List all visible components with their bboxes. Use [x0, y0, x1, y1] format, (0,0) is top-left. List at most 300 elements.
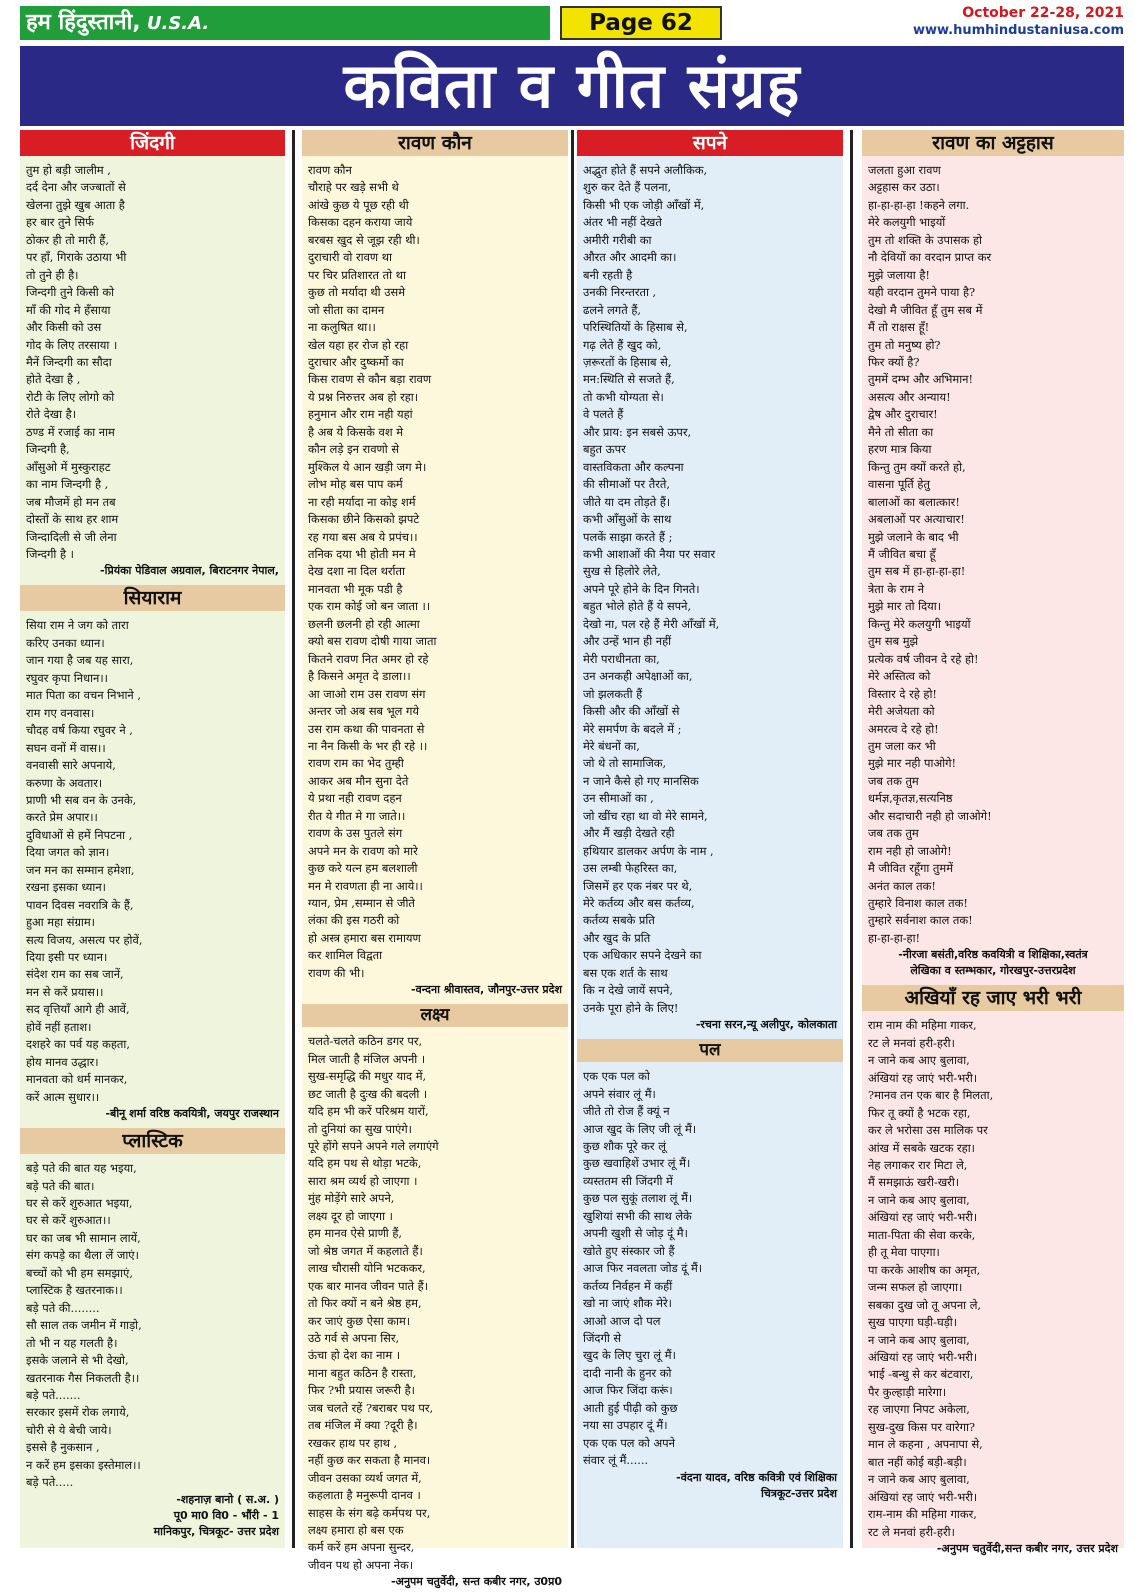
poem-line: धर्मज्ञ,कृतज्ञ,सत्यनिष्ठ — [868, 791, 953, 806]
poem-line: उन अनकही अपेक्षाओं का, — [583, 669, 693, 684]
poem-line: खतरनाक गैस निकलती है।। — [26, 1370, 140, 1385]
poem-line: मानवता भी मूक पडी है — [308, 581, 403, 596]
poem-line: रखना इसका ध्यान। — [26, 880, 106, 895]
poem-line: तुम तो शक्ति के उपासक हो — [868, 232, 983, 247]
poem-line: फिर क्यों है? — [868, 354, 920, 369]
poem-line: जीते या दम तोड़ते हैं। — [583, 494, 671, 509]
poem-line: लक्ष्य दूर हो जाएगा । — [308, 1208, 393, 1223]
poem-line: न जाने कब आए बुलावा, — [868, 1053, 970, 1068]
poem-line: रावण के उस पुतले संग — [308, 826, 403, 841]
poem-line: मैने तो सीता का — [868, 424, 934, 439]
poem-line: हनुमान और राम नही यहां — [308, 407, 413, 422]
poem-line: घर का जब भी सामान लायें, — [26, 1230, 141, 1245]
poem-line: है किसने अमृत दे डाला।। — [308, 669, 411, 684]
poem-line: किन्तु मेरे कलयुगी भाइयों — [868, 616, 971, 631]
poem-line: तुममें दम्भ और अभिमान! — [868, 372, 974, 387]
poem-line: सुख-समृद्धि की मधुर याद में, — [308, 1069, 427, 1084]
poem-line: मन से करें प्रयास।। — [26, 984, 104, 999]
poem-title: सपने — [577, 130, 843, 156]
poem-line: लाख चौरासी योनि भटककर, — [308, 1261, 426, 1276]
poem-line: सौ साल तक जमीन में गाड़ो, — [26, 1318, 142, 1333]
poem-line: दुराचार और दुष्कर्मो का — [308, 354, 404, 369]
poem-line: प्लास्टिक है खतरनाक।। — [26, 1283, 123, 1298]
poem-line: सबका दुख जो तू अपना ले, — [868, 1297, 982, 1312]
poem-line: एक बार मानव जीवन पाते हैं। — [308, 1278, 429, 1293]
poem-line: मेरी अजेयता को — [868, 704, 935, 719]
poem-line: गढ़ लेते हैं खुद को, — [583, 337, 662, 352]
poem-line: औरत और आदमी का। — [583, 250, 677, 265]
poem-line: बड़े पते....... — [26, 1388, 81, 1402]
poem-line: सद वृत्तियाँ आगे ही आवें, — [26, 1002, 130, 1017]
poem-line: चौराहे पर खड़े सभी थे — [308, 180, 399, 195]
poem-line: जो सीता का दामन — [308, 302, 385, 317]
poem-line: एक एक पल को — [583, 1069, 650, 1084]
poem-line: न जाने कब आए बुलावा, — [868, 1192, 970, 1207]
poem-line: इसके जलाने से भी देखो, — [26, 1353, 129, 1368]
poem-line: मुश्किल ये आन खड़ी जग मे। — [308, 459, 427, 474]
poem-line: आज खुद के लिए जी लूं मैं। — [583, 1121, 697, 1136]
column-divider — [571, 130, 574, 1548]
newspaper-name — [20, 6, 550, 40]
poem-line: कर जाएं कुछ ऐसा काम। — [308, 1313, 411, 1328]
poem-line: किसका दहन कराया जाये — [308, 215, 413, 230]
poem-line: मेरे बंधनों का, — [583, 738, 640, 753]
poem-line: जो थे तो सामाजिक, — [583, 756, 667, 771]
poem-line: ना रही मर्यादा ना कोइ शर्म — [308, 494, 416, 509]
poem-line: आ जाओ राम उस रावण संग — [308, 686, 426, 701]
website-link[interactable]: www.humhindustaniusa.com — [912, 23, 1124, 38]
poem-line: राम नही हो जाओगे! — [868, 843, 952, 858]
poem-line: चौदह वर्ष किया रघुवर ने , — [26, 723, 133, 738]
poem-line: माना बहुत कठिन है रास्ता, — [308, 1365, 417, 1380]
poem-line: रट ले मनवां हरी-हरी। — [868, 1035, 955, 1050]
column-divider — [850, 130, 853, 1548]
poem-line: अनंत काल तक! — [868, 878, 936, 893]
poem-line: पैर कुल्हाड़ी मारेगा। — [868, 1384, 947, 1399]
poem-line: कितने रावण नित अमर हो रहे — [308, 651, 429, 666]
poem-line: बड़े पते की बात। — [26, 1178, 95, 1193]
poem-line: ठण्ड में रजाई का नाम — [26, 424, 115, 439]
poem-line: वनवासी सारे अपनाये, — [26, 758, 116, 773]
poem-line: बालाओं का बलात्कार! — [868, 494, 960, 509]
poem-line: न जाने कैसे हो गए मानसिक — [583, 773, 699, 788]
poem-line: हा-हा-हा-हा! — [868, 930, 921, 945]
poem-title: पल — [577, 1039, 843, 1062]
poem-line: मेरे अस्तित्व को — [868, 669, 931, 684]
poem-line: -नीरजा बसंती,वरिष्ठ कवयित्री व शिक्षिका,स्वतंत्र — [898, 948, 1088, 962]
poem-line: रावण की भी। — [308, 965, 365, 980]
poem-line: आती हुई पीढ़ी को कुछ — [583, 1400, 678, 1415]
poem-line: चोरी से ये बेची जाये। — [26, 1422, 112, 1437]
poem-line: और सदाचारी नही हो जाओगे! — [868, 808, 992, 823]
poem-line: नहीं कुछ कर सकता है मानव। — [308, 1453, 431, 1468]
poem-credit: -अनुपम चतुर्वेदी,सन्त कबीर नगर, उत्तर प्रदेश — [936, 1541, 1118, 1555]
poem-line: गोद के लिए तरसाया । — [26, 337, 118, 352]
poem-credit — [868, 947, 1118, 979]
poem-line: परिस्थितियों के हिसाब से, — [583, 320, 688, 335]
poem-line: होते देखा है , — [26, 372, 81, 387]
poem-line: जब मौजमें हो मन तब — [26, 494, 116, 509]
column-2 — [302, 130, 568, 1589]
poem-line: बच्चों को भी हम समझाएं, — [26, 1265, 133, 1280]
poem-line: मानिकपुर, चित्रकूट- उत्तर प्रदेश — [153, 1524, 279, 1538]
poem-line: बरबस खुद से जूझ रही थी। — [308, 232, 420, 247]
poem-line: पूरे होंगे सपने अपने गले लगाएंगे — [308, 1139, 439, 1154]
poem-line: ये प्रथा नही रावण दहन — [308, 791, 402, 806]
poem-line: पा करके आशीष का अमृत, — [868, 1262, 981, 1277]
poem-line: अपने पूरे होने के दिन गिनते। — [583, 581, 700, 596]
poem-credit: -रचना सरन,न्यू अलीपुर, कोलकाता — [695, 1018, 837, 1032]
poem-line: बड़े पते की........ — [26, 1300, 100, 1315]
poem-line: जिंदगी से — [583, 1331, 622, 1345]
poem-line: हो अस्त्र हमारा बस रामायण — [308, 930, 421, 945]
poem-line: उनके पूरा होने के लिए! — [583, 1000, 679, 1015]
poem-line: साहस के संग बढ़े कर्मपथ पर, — [308, 1505, 431, 1520]
poem-line: ना कलुषित था।। — [308, 320, 376, 335]
poem-line: जिसमें हर एक नंबर पर थे, — [583, 878, 693, 893]
poem-title: रावण का अट्टहास — [862, 130, 1124, 156]
poem-line: मेरे कलयुगी भाइयों — [868, 215, 946, 230]
poem-line: रावण राम का भेद तुम्ही — [308, 756, 404, 771]
poem-lines — [308, 162, 562, 982]
poem-line: कुछ पल सुकूं तलाश लूं मैं। — [583, 1191, 693, 1206]
poem-line: हुआ महा संग्राम। — [26, 915, 95, 930]
poem-title: रावण कौन — [302, 130, 568, 156]
poem-line: मुझे मार नही पाओगे! — [868, 756, 957, 771]
poem-line: सारा श्रम व्यर्थ हो जाएगा । — [308, 1173, 418, 1188]
poem-line: जन्म सफल हो जाएगा। — [868, 1280, 963, 1295]
poem-line: उस लम्बी फेहरिस्त का, — [583, 861, 678, 876]
poem-line: बहुत भोले होते हैं ये सपने, — [583, 599, 692, 614]
poem-line: अन्तर जो अब सब भूल गये — [308, 704, 420, 719]
poem-line: मेरी पराधीनता का, — [583, 651, 660, 666]
poem-line: रह गया बस अब ये प्रपंच।। — [308, 529, 418, 544]
poem-line: राम नाम की महिमा गाकर, — [868, 1018, 977, 1033]
poem-line: अंखियां रह जाएं भरी-भरी। — [868, 1210, 978, 1225]
poem-line: अबलाओं पर अत्याचार! — [868, 512, 965, 527]
poem-line: रोटी के लिए लोगो को — [26, 389, 115, 404]
poem-line: वे पलते हैं — [583, 407, 624, 422]
poem-line: अमरत्व दे रहे हो! — [868, 721, 939, 736]
poem-lakshya — [302, 1004, 568, 1596]
poem-line: जब तक तुम — [868, 826, 919, 841]
poem-title: लक्ष्य — [302, 1004, 568, 1027]
poem-line: किस रावण से कौन बड़ा रावण — [308, 372, 432, 387]
poem-line: मुंह मोड़ेंगे सारे अपने, — [308, 1191, 395, 1206]
poem-line: तो फिर क्यों न बने श्रेष्ठ हम, — [308, 1296, 422, 1311]
poem-line: राम-नाम की महिमा गाकर, — [868, 1507, 977, 1522]
poem-line: जो झलकती हैं — [583, 686, 643, 701]
poem-line: बड़े पते की बात यह भइया, — [26, 1161, 137, 1176]
poem-line: सुख पाएगा घड़ी-घड़ी। — [868, 1315, 958, 1330]
poem-line: खुशियां सभी की साथ लेके — [583, 1208, 692, 1223]
poem-line: न करें हम इसका इस्तेमाल।। — [26, 1457, 141, 1472]
poem-line: अपने मन के रावण को मारे — [308, 843, 418, 858]
poem-line: त्रेता के राम ने — [868, 581, 925, 596]
poem-line: लक्ष्य हमारा हो बस एक — [308, 1522, 404, 1537]
poem-line: मान ले कहना , अपनापा से, — [868, 1437, 983, 1452]
poem-line: आज फिर जिंदा करूं। — [583, 1383, 673, 1398]
poem-line: सुख से हिलोरे लेते, — [583, 564, 661, 579]
poem-line: जीते तो रोज हैं क्यूं न — [583, 1104, 670, 1119]
poem-line: रखकर हाथ पर हाथ , — [308, 1435, 398, 1450]
poem-line: मेरे कर्तव्य और बस कर्तव्य, — [583, 896, 695, 911]
poem-line: देखो ना, पल रहे हैं मेरी आँखों में, — [583, 616, 720, 631]
poem-line: देखो मै जीवित हूँ तुम सब में — [868, 302, 983, 317]
poem-line: रावण कौन — [308, 163, 352, 177]
masthead — [20, 4, 1124, 42]
poem-line: उन सीमाओं का , — [583, 791, 654, 806]
poem-line: फिर ?भी प्रयास जरूरी है। — [308, 1383, 415, 1398]
poem-line: अमीरी गरीबी का — [583, 232, 652, 247]
poem-line: अट्टहास कर उठा। — [868, 180, 940, 195]
poem-line: दोस्तों के साथ हर शाम — [26, 512, 119, 527]
poem-line: यदि हम भी करें परिश्रम यारों, — [308, 1104, 429, 1119]
poem-line: तुम सब मुझे — [868, 634, 919, 649]
poem-line: किसी भी एक जोड़ी आँखों में, — [583, 197, 705, 212]
poem-line: करते प्रेम अपार।। — [26, 810, 98, 825]
poem-line: अंखियां रह जाएं भरी-भरी। — [868, 1070, 978, 1085]
poem-line: जन मन का सम्मान हमेशा, — [26, 862, 135, 877]
poem-lines — [26, 1160, 279, 1492]
poem-line: चित्रकूट-उत्तर प्रदेश — [760, 1486, 837, 1500]
poem-line: तुम जला कर भी — [868, 738, 936, 753]
poem-line: जीवन पथ हो अपना नेक। — [308, 1557, 414, 1572]
poem-line: तो भी न यह गलती है। — [26, 1335, 118, 1350]
poem-line: तुम तो मनुष्य हो? — [868, 337, 941, 352]
poem-line: -वंदना यादव, वरिष्ठ कवित्री एवं शिक्षिका — [676, 1470, 837, 1484]
poem-line: शुरु कर देते हैं पलना, — [583, 180, 672, 195]
poem-line: जिन्दगी तुने किसी को — [26, 285, 115, 300]
poem-line: उनकी निरन्तरता , — [583, 285, 657, 300]
poem-line: दशहरे का पर्व यह कहता, — [26, 1037, 131, 1052]
poem-line: कर ले भरोसा उस मालिक पर — [868, 1123, 988, 1138]
poem-lines — [26, 162, 279, 563]
poem-line: रघुवर कृपा निधान।। — [26, 670, 108, 685]
poem-line: और खुद के प्रति — [583, 930, 651, 945]
poem-line: जो श्रेष्ठ जगत में कहलाते हैं। — [308, 1243, 423, 1258]
poem-line: पर हाँ, गिराके उठाया भी — [26, 250, 127, 265]
column-divider — [292, 130, 295, 1548]
poem-line: आंख में सबके खटक रहा। — [868, 1140, 975, 1155]
poem-line: संदेश राम का सब जानें, — [26, 967, 124, 982]
poem-line: तुम्हारे सर्वनाश काल तक! — [868, 913, 973, 928]
poem-line: घर से करें शुरुआत।। — [26, 1213, 111, 1228]
newspaper-usa: U.S.A. — [140, 13, 210, 34]
poem-line: सिया राम ने जग को तारा — [26, 618, 129, 633]
poem-line: हा-हा-हा-हा !कहने लगा. — [868, 197, 970, 212]
poem-line: तो तुने ही है। — [26, 267, 79, 282]
poem-line: मैं तो राक्षस हूँ! — [868, 320, 930, 335]
poem-line: ज़रूरतों के हिसाब से, — [583, 354, 672, 369]
poem-line: फिर तू क्यों है भटक रहा, — [868, 1105, 971, 1120]
poem-line: आज फिर नवलता जोड दूं मैं। — [583, 1261, 703, 1276]
issue-date: October 22-28, 2021 — [962, 5, 1124, 21]
poem-line: अपने संवार लूं मैं। — [583, 1086, 656, 1101]
poem-line: पर चिर प्रतिशारत तो था — [308, 267, 406, 282]
poem-line: एक एक पल को अपने — [583, 1435, 675, 1450]
poem-line: ठोकर ही तो मारी हैं, — [26, 232, 109, 247]
poem-title: जिंदगी — [20, 130, 285, 156]
poem-line: नया सा उपहार दूं मैं। — [583, 1418, 668, 1433]
poem-line: सरकार इसमें रोक लगाये, — [26, 1405, 130, 1420]
poem-title: सियाराम — [20, 585, 285, 611]
poem-lines — [583, 162, 837, 1017]
poem-line: जब तक तुम — [868, 773, 919, 788]
poem-line: मेरे समर्पण के बदले में ; — [583, 721, 682, 736]
poem-line: सघन वनों में वास।। — [26, 740, 106, 755]
poem-line: कुछ शौक पूरे कर लूं — [583, 1139, 666, 1154]
poem-line: हरण मात्र किया — [868, 442, 932, 457]
poem-line: होय मानव उद्धार। — [26, 1054, 99, 1069]
poem-line: किन्तु तुम क्यों करते हो, — [868, 459, 966, 474]
poem-pal — [577, 1039, 843, 1507]
poem-line: कभी आँसुओं के साथ — [583, 512, 672, 527]
poem-lines — [26, 617, 279, 1106]
poem-line: मन:स्थिति से सजते हैं, — [583, 372, 675, 387]
poem-line: जलता हुआ रावण — [868, 163, 941, 177]
poem-line: घर से करें शुरुआत भइया, — [26, 1196, 133, 1211]
poem-line: मिल जाती है मंजिल अपनी । — [308, 1051, 426, 1066]
poem-title: अखियाँ रह जाए भरी भरी — [862, 985, 1124, 1011]
poem-line: और उन्हें भान ही नहीं — [583, 634, 672, 649]
poem-line: किसका छीने किसको झपटे — [308, 512, 420, 527]
poem-line: दुविधाओं से हमें निपटना , — [26, 827, 133, 842]
poem-line: दुराचारी वो रावण था — [308, 250, 393, 265]
newspaper-title: हम हिंदुस्तानी, — [26, 10, 141, 35]
poem-line: पू0 मा0 वि0 - भौंरी - 1 — [173, 1508, 279, 1522]
poem-line: कर शामिल विद्वता — [308, 948, 383, 963]
poem-line: विस्तार दे रहे हो! — [868, 686, 938, 701]
poem-line: रह जाएगा निपट अकेला, — [868, 1402, 970, 1417]
page-number: Page 62 — [560, 6, 722, 40]
poem-line: जब चलते रहें ?बराबर पथ पर, — [308, 1400, 434, 1415]
poem-line: राम गए वनवास। — [26, 705, 95, 720]
poem-ravan-kaun — [302, 130, 568, 1004]
poem-line: तुम्हारे विनाश काल तक! — [868, 896, 968, 911]
poem-line: बस एक शर्त के साथ — [583, 965, 668, 980]
poem-title: प्लास्टिक — [20, 1128, 285, 1154]
poem-line: दादी नानी के हुनर को — [583, 1365, 672, 1380]
poem-lines — [583, 1068, 837, 1469]
poem-line: का नाम जिन्दगी है , — [26, 477, 109, 492]
poem-line: हम मानव ऐसे प्राणी हैं, — [308, 1226, 403, 1241]
poem-credit — [26, 1492, 279, 1540]
poem-line: अंतर भी नहीं देखते — [583, 215, 662, 230]
poem-line: है अब ये किसके वश मे — [308, 424, 404, 439]
poem-line: कहलाता है मनुरूपी दानव । — [308, 1488, 421, 1503]
poem-line: खुद के लिए चुरा लूं मैं। — [583, 1348, 676, 1363]
poem-line: करुणा के अवतार। — [26, 775, 103, 790]
poem-line: द्वेष और दुराचार! — [868, 407, 938, 422]
poem-line: मुझे जलाने के बाद भी — [868, 529, 959, 544]
poem-line: कर्तव्य सबके प्रति — [583, 913, 655, 928]
poem-credit: -वन्दना श्रीवास्तव, जौनपुर-उत्तर प्रदेश — [411, 983, 562, 997]
poem-line: होवें नहीं हताश। — [26, 1019, 92, 1034]
poem-line: यदि हम पथ से थोड़ा भटके, — [308, 1156, 422, 1171]
poem-line: संग कपड़े का थैला लें जाएं। — [26, 1248, 139, 1263]
poem-line: ऊंचा हो देश का नाम । — [308, 1348, 401, 1363]
poem-line: तुम हो बड़ी जालीम , — [26, 163, 111, 177]
poem-line: खेल यहा हर रोज हो रहा — [308, 337, 409, 352]
poem-lines — [308, 1033, 562, 1574]
poem-line: एक राम कोई जो बन जाता ।। — [308, 599, 431, 614]
poem-line: -शहनाज़ बानो ( स.अ. ) — [176, 1492, 279, 1506]
masthead-info — [864, 4, 1124, 40]
poem-line: खोते हुए संस्कार जो हैं — [583, 1243, 675, 1258]
poem-line: जीवन उसका व्यर्थ जगत में, — [308, 1470, 422, 1485]
poem-line: की सीमाओं पर तैरते, — [583, 477, 671, 492]
poem-line: आंखे कुछ ये पूछ रही थी — [308, 197, 409, 212]
poem-line: हर बार तुने सिर्फ — [26, 215, 94, 230]
poem-line: छट जाती है दुःख की बदली । — [308, 1086, 428, 1101]
poem-line: तनिक दया भी होती मन मे — [308, 546, 416, 561]
poem-line: भाई -बन्धु से कर बंटवारा, — [868, 1367, 974, 1382]
poem-line: ?मानव तन एक बार है मिलता, — [868, 1088, 994, 1103]
poem-line: इससे है नुकसान , — [26, 1440, 100, 1455]
poem-line: जान गया है जब यह सारा, — [26, 653, 134, 668]
poem-line: मुझे जलाया है! — [868, 267, 930, 282]
poem-line: खो ना जाएं शौक मेरे। — [583, 1296, 672, 1311]
poem-line: आओ आज दो पल — [583, 1313, 661, 1328]
poem-line: करें आत्म सुधार।। — [26, 1089, 100, 1104]
poem-line: एक अधिकार सपने देखने का — [583, 948, 702, 963]
poem-line: वासना पूर्ति हेतु — [868, 477, 930, 492]
poem-line: कभी आशाओं की नैया पर सवार — [583, 546, 716, 561]
poem-line: रोते देखा है। — [26, 407, 77, 422]
poem-line: क्यो बस रावण दोषी गाया जाता — [308, 634, 437, 649]
poem-line: व्यस्ततम सी जिंदगी में — [583, 1173, 673, 1188]
poem-line: मन मे रावणता ही ना आये।। — [308, 878, 423, 893]
poem-line: अपनी खुशी से जोड़ दूं मै। — [583, 1226, 688, 1241]
poem-line: मै जीवित रहूँगा तुममें — [868, 861, 954, 876]
poem-line: ग्यान, प्रेम ,सम्मान से जीते — [308, 896, 415, 911]
poem-line: जिन्दगी है । — [26, 546, 74, 561]
poem-line: जिन्दगी है, — [26, 442, 70, 457]
poem-line: प्रत्येक वर्ष जीवन दे रहे हो! — [868, 651, 979, 666]
poem-lines — [868, 1017, 1118, 1541]
poem-line: कुछ करे यत्न हम बलशाली — [308, 861, 418, 876]
poem-line: आँसुओ में मुस्कुराहट — [26, 459, 111, 474]
poem-line: देख दशा ना दिल थर्राता — [308, 564, 405, 579]
poem-siyaram — [20, 585, 285, 1128]
poem-line: मानवता को धर्म मानकर, — [26, 1072, 128, 1087]
poem-line: अद्भुत होते हैं सपने अलौकिक, — [583, 163, 708, 177]
poem-line: न जाने कब आए बुलावा, — [868, 1332, 970, 1347]
poem-line: मैनें जिन्दगी का सौदा — [26, 354, 112, 369]
poem-line: रीत ये गीत मे गा जाते।। — [308, 808, 406, 823]
poem-line: कर्तव्य निर्वहन में कहीं — [583, 1278, 673, 1293]
poem-line: चलते-चलते कठिन डगर पर, — [308, 1034, 423, 1049]
poem-plastic — [20, 1128, 285, 1546]
poem-line: और प्राय: इन सबसे ऊपर, — [583, 424, 692, 439]
poem-line: और मैं खड़ी देखते रही — [583, 826, 675, 841]
poem-line: कुछ तो मर्यादा थी उसमे — [308, 285, 406, 300]
poem-line: तब मंजिल में क्या ?दूरी है। — [308, 1418, 418, 1433]
poem-line: बड़े पते..... — [26, 1475, 74, 1490]
poem-line: न जाने कब आए बुलावा, — [868, 1472, 970, 1487]
poem-line: सत्य विजय, असत्य पर होवें, — [26, 932, 143, 947]
poem-line: मात पिता का वचन निभाने , — [26, 688, 141, 703]
poem-line: लोभ मोह बस पाप कर्म — [308, 477, 403, 492]
poem-line: सुख-दुख किस पर वारेगा? — [868, 1419, 976, 1434]
poem-line: अंखियां रह जाएं भरी-भरी। — [868, 1350, 978, 1364]
poem-line: रट ले मनवां हरी-हरी। — [868, 1524, 955, 1539]
poem-credit — [583, 1470, 837, 1502]
poem-line: संवार लूं मैं...... — [583, 1453, 649, 1468]
poem-line: कि न देखे जायें सपने, — [583, 983, 673, 998]
poem-line: पलकें साझा करते हैं ; — [583, 529, 673, 544]
